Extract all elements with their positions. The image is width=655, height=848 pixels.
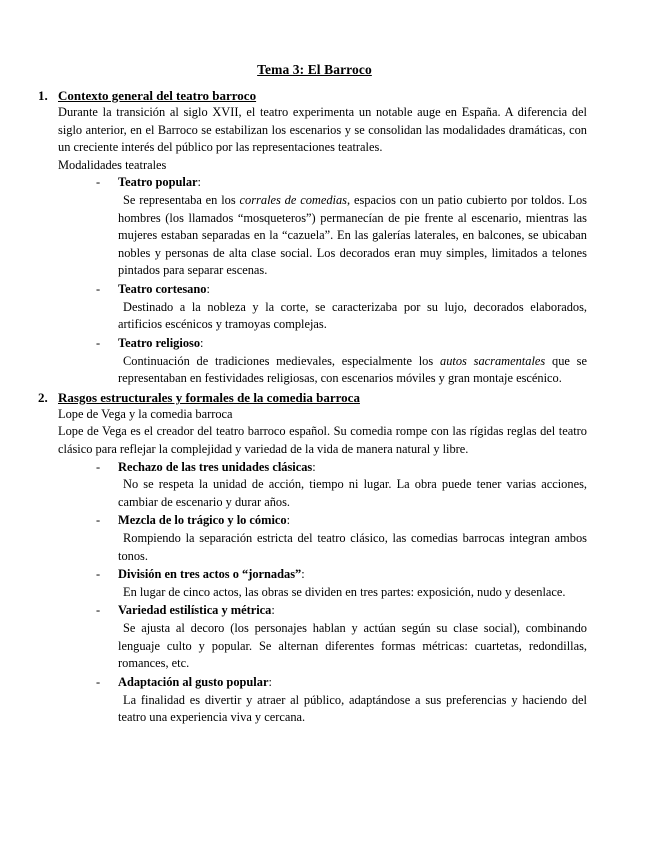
section-2	[36, 390, 593, 727]
list-bullet-dash: -	[96, 567, 101, 582]
list-item-body-italic: corrales de comedias	[239, 193, 348, 208]
list-item-colon: :	[271, 603, 275, 618]
list-item-body-part-1: Continuación de tradiciones medievales, especialmente los	[123, 353, 440, 368]
list-item-body	[118, 476, 587, 511]
list-item-body	[118, 192, 587, 280]
list-item-title: Teatro popular	[118, 175, 198, 190]
section-1-item-list	[96, 174, 593, 387]
section-2-number: 2.	[38, 389, 48, 405]
list-bullet-dash: -	[96, 459, 101, 474]
list-item-body-part-2: , espacios con un patio cubierto por toldos. Los hombres (los llamados “mosqueteros”) permanecían de pie frente al escenario, mientras las mujeres estaban separadas en la “cazuela”. En las galerías laterales, en balcones, se ubicaban nobles y personas de alta clase social. Los decorados eran muy simples, limitados a telones pintados para separar escenas.	[118, 193, 587, 278]
section-2-item-list	[96, 459, 593, 727]
list-item	[96, 174, 587, 280]
list-item-body-part-1: Se representaba en los	[123, 193, 240, 208]
list-item	[96, 566, 587, 601]
list-item-title: Adaptación al gusto popular	[118, 674, 269, 689]
section-1-title: Contexto general del teatro barroco	[58, 88, 257, 103]
list-item-body-part-1: En lugar de cinco actos, las obras se dividen en tres partes: exposición, nudo y desenlace.	[123, 584, 566, 599]
list-item-body-italic: autos sacramentales	[440, 353, 546, 368]
list-item-body-part-1: La finalidad es divertir y atraer al público, adaptándose a sus preferencias y haciendo del teatro una experiencia viva y cercana.	[118, 692, 587, 725]
section-1-body	[58, 104, 593, 174]
list-item-title: Teatro cortesano	[118, 282, 207, 297]
section-2-paragraph-2: Lope de Vega es el creador del teatro barroco español. Su comedia rompe con las rígidas reglas del teatro clásico para reflejar la complejidad y variedad de la vida de manera natural y libre.	[58, 424, 587, 456]
list-item-colon: :	[312, 459, 316, 474]
list-bullet-dash: -	[96, 513, 101, 528]
list-item	[96, 335, 587, 388]
list-item-colon: :	[197, 175, 201, 190]
list-item-body	[118, 353, 587, 388]
list-item-body-part-2: que se representaban en festividades religiosas, con escenarios móviles y gran montaje escénico.	[118, 353, 587, 386]
section-1-paragraph-1: Durante la transición al siglo XVII, el teatro experimenta un notable auge en España. A diferencia del siglo anterior, en el Barroco se estabilizan los escenarios y se consolidan las modalidades dramáticas, con un creciente interés del público por las representaciones teatrales.	[58, 105, 587, 155]
list-bullet-dash: -	[96, 175, 101, 190]
list-item-body	[118, 692, 587, 727]
list-item-colon: :	[301, 567, 305, 582]
section-2-paragraph-1: Lope de Vega y la comedia barroca	[58, 406, 233, 421]
list-item-colon: :	[206, 282, 210, 297]
list-bullet-dash: -	[96, 335, 101, 350]
list-item-colon: :	[268, 674, 272, 689]
list-item-body-part-1: Destinado a la nobleza y la corte, se caracterizaba por su lujo, decorados elaborados, artificios escénicos y tramoyas complejas.	[118, 299, 587, 332]
list-item-colon: :	[286, 513, 291, 528]
list-bullet-dash: -	[96, 603, 101, 618]
list-item-body-part-1: Rompiendo la separación estricta del teatro clásico, las comedias barrocas integran ambos tonos.	[118, 531, 587, 563]
list-item-title: Mezcla de lo trágico y lo cómico	[118, 513, 287, 528]
section-2-heading	[36, 390, 593, 406]
list-item-colon: :	[200, 335, 204, 350]
list-item	[96, 281, 587, 334]
list-item-title: Rechazo de las tres unidades clásicas	[118, 459, 313, 474]
list-item-title: División en tres actos o “jornadas”	[118, 567, 302, 582]
section-1-paragraph-2: Modalidades teatrales	[58, 157, 167, 172]
list-item-body	[118, 299, 587, 334]
list-item	[96, 602, 587, 672]
section-2-body	[58, 406, 593, 459]
section-1	[36, 88, 593, 388]
list-item	[96, 674, 587, 727]
list-bullet-dash: -	[96, 674, 101, 689]
section-1-heading	[36, 88, 593, 104]
list-item-body-part-1: Se ajusta al decoro (los personajes hablan y actúan según su clase social), combinando lenguaje culto y popular. Se alternan diferentes formas métricas: cuartetas, redondillas, romances, etc.	[118, 621, 587, 671]
list-item-body-part-1: No se respeta la unidad de acción, tiempo ni lugar. La obra puede tener varias acciones, cambiar de escenario y durar años.	[118, 477, 587, 509]
section-2-title: Rasgos estructurales y formales de la comedia barroca	[58, 389, 360, 405]
list-bullet-dash: -	[96, 282, 101, 297]
list-item-title: Variedad estilística y métrica	[118, 603, 272, 618]
page-title: Tema 3: El Barroco	[257, 62, 372, 77]
list-item-title: Teatro religioso	[118, 335, 201, 350]
list-item-body	[118, 620, 587, 673]
list-item	[96, 512, 587, 565]
list-item	[96, 459, 587, 512]
list-item-body	[118, 584, 587, 602]
list-item-body	[118, 530, 587, 565]
section-1-number: 1.	[38, 88, 48, 103]
